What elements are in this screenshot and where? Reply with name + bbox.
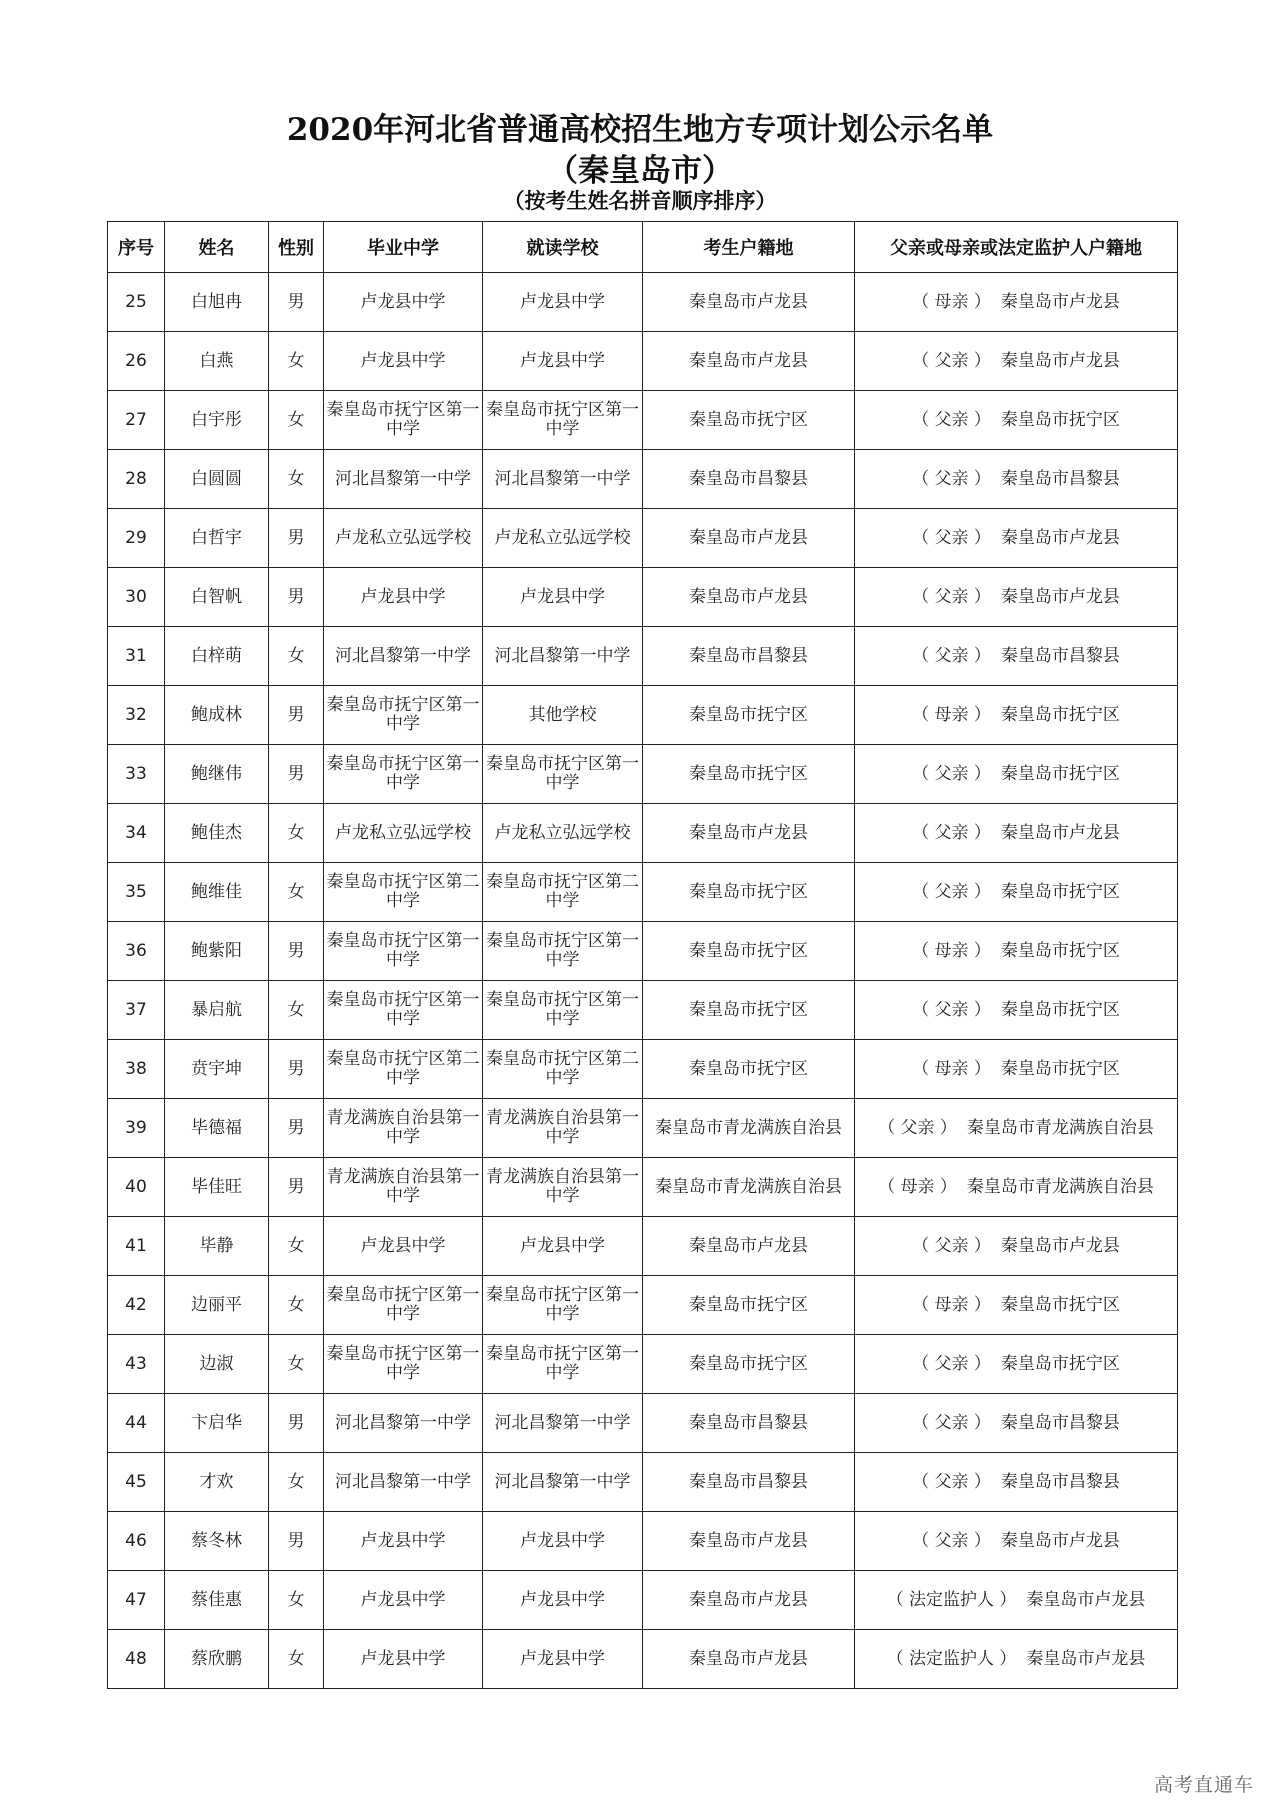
guardian-residence-cell <box>855 332 1178 391</box>
guardian-relation: （ 父亲 ） <box>912 881 991 902</box>
guardian-residence-cell <box>855 922 1178 981</box>
table-row <box>108 1335 1178 1394</box>
graduation-school: 卢龙县中学 <box>324 1217 483 1276</box>
guardian-residence-cell <box>855 568 1178 627</box>
guardian-residence: 秦皇岛市昌黎县 <box>1000 645 1120 666</box>
guardian-residence: 秦皇岛市卢龙县 <box>1026 1648 1146 1669</box>
guardian-residence-cell <box>855 1158 1178 1217</box>
row-number: 40 <box>108 1158 165 1217</box>
guardian-relation: （ 父亲 ） <box>912 1235 991 1256</box>
current-school: 秦皇岛市抚宁区第一中学 <box>483 745 643 804</box>
guardian-residence: 秦皇岛市昌黎县 <box>1000 1412 1120 1433</box>
guardian-residence-cell <box>855 745 1178 804</box>
table-row <box>108 450 1178 509</box>
guardian-residence-cell <box>855 1453 1178 1512</box>
student-name: 白智帆 <box>165 568 269 627</box>
graduation-school: 河北昌黎第一中学 <box>324 627 483 686</box>
guardian-residence-cell <box>855 804 1178 863</box>
row-number: 27 <box>108 391 165 450</box>
student-gender: 男 <box>269 1512 324 1571</box>
graduation-school: 秦皇岛市抚宁区第二中学 <box>324 1040 483 1099</box>
graduation-school: 卢龙县中学 <box>324 568 483 627</box>
student-name: 鲍维佳 <box>165 863 269 922</box>
student-residence: 秦皇岛市昌黎县 <box>643 1394 855 1453</box>
col-header-current-school: 就读学校 <box>483 222 643 273</box>
student-residence: 秦皇岛市卢龙县 <box>643 1571 855 1630</box>
guardian-residence-cell <box>855 981 1178 1040</box>
row-number: 41 <box>108 1217 165 1276</box>
current-school: 河北昌黎第一中学 <box>483 1453 643 1512</box>
graduation-school: 青龙满族自治县第一中学 <box>324 1158 483 1217</box>
table-row <box>108 1276 1178 1335</box>
guardian-relation: （ 母亲 ） <box>878 1176 957 1197</box>
guardian-residence-cell <box>855 627 1178 686</box>
guardian-residence: 秦皇岛市抚宁区 <box>1000 409 1120 430</box>
col-header-number: 序号 <box>108 222 165 273</box>
table-header <box>108 222 1178 273</box>
guardian-residence-cell <box>855 273 1178 332</box>
student-gender: 男 <box>269 1040 324 1099</box>
student-gender: 女 <box>269 1630 324 1689</box>
row-number: 32 <box>108 686 165 745</box>
table-body <box>108 273 1178 1689</box>
graduation-school: 青龙满族自治县第一中学 <box>324 1099 483 1158</box>
current-school: 卢龙县中学 <box>483 332 643 391</box>
guardian-residence-cell <box>855 1394 1178 1453</box>
student-name: 卞启华 <box>165 1394 269 1453</box>
row-number: 28 <box>108 450 165 509</box>
current-school: 秦皇岛市抚宁区第一中学 <box>483 922 643 981</box>
graduation-school: 秦皇岛市抚宁区第二中学 <box>324 863 483 922</box>
table-row <box>108 1158 1178 1217</box>
graduation-school: 秦皇岛市抚宁区第一中学 <box>324 1276 483 1335</box>
current-school: 秦皇岛市抚宁区第二中学 <box>483 1040 643 1099</box>
table-row <box>108 627 1178 686</box>
graduation-school: 卢龙私立弘远学校 <box>324 804 483 863</box>
guardian-residence: 秦皇岛市卢龙县 <box>1000 527 1120 548</box>
current-school: 河北昌黎第一中学 <box>483 450 643 509</box>
student-gender: 女 <box>269 332 324 391</box>
guardian-residence: 秦皇岛市卢龙县 <box>1000 350 1120 371</box>
student-gender: 男 <box>269 1099 324 1158</box>
current-school: 卢龙县中学 <box>483 1217 643 1276</box>
student-name: 白梓萌 <box>165 627 269 686</box>
student-residence: 秦皇岛市青龙满族自治县 <box>643 1158 855 1217</box>
current-school: 卢龙私立弘远学校 <box>483 804 643 863</box>
guardian-relation: （ 父亲 ） <box>912 999 991 1020</box>
col-header-guardian-residence: 父亲或母亲或法定监护人户籍地 <box>855 222 1178 273</box>
graduation-school: 秦皇岛市抚宁区第一中学 <box>324 745 483 804</box>
row-number: 43 <box>108 1335 165 1394</box>
guardian-residence: 秦皇岛市卢龙县 <box>1000 291 1120 312</box>
student-name: 才欢 <box>165 1453 269 1512</box>
guardian-residence: 秦皇岛市卢龙县 <box>1000 1235 1120 1256</box>
student-gender: 男 <box>269 686 324 745</box>
student-gender: 女 <box>269 1453 324 1512</box>
graduation-school: 卢龙私立弘远学校 <box>324 509 483 568</box>
student-gender: 女 <box>269 1276 324 1335</box>
student-gender: 女 <box>269 863 324 922</box>
row-number: 34 <box>108 804 165 863</box>
student-name: 毕德福 <box>165 1099 269 1158</box>
guardian-residence-cell <box>855 1040 1178 1099</box>
document-subtitle: （秦皇岛市） <box>547 153 733 189</box>
row-number: 29 <box>108 509 165 568</box>
table-row <box>108 922 1178 981</box>
row-number: 38 <box>108 1040 165 1099</box>
student-name: 白宇彤 <box>165 391 269 450</box>
student-gender: 男 <box>269 1394 324 1453</box>
guardian-relation: （ 父亲 ） <box>912 1530 991 1551</box>
graduation-school: 卢龙县中学 <box>324 332 483 391</box>
guardian-residence-cell <box>855 686 1178 745</box>
graduation-school: 卢龙县中学 <box>324 273 483 332</box>
guardian-residence: 秦皇岛市昌黎县 <box>1000 1471 1120 1492</box>
guardian-relation: （ 父亲 ） <box>912 1353 991 1374</box>
student-residence: 秦皇岛市抚宁区 <box>643 863 855 922</box>
guardian-residence-cell <box>855 1217 1178 1276</box>
current-school: 秦皇岛市抚宁区第一中学 <box>483 391 643 450</box>
current-school: 卢龙县中学 <box>483 568 643 627</box>
current-school: 河北昌黎第一中学 <box>483 627 643 686</box>
row-number: 48 <box>108 1630 165 1689</box>
student-residence: 秦皇岛市昌黎县 <box>643 1453 855 1512</box>
guardian-relation: （ 父亲 ） <box>912 1412 991 1433</box>
guardian-relation: （ 母亲 ） <box>912 1294 991 1315</box>
current-school: 卢龙县中学 <box>483 1630 643 1689</box>
student-residence: 秦皇岛市抚宁区 <box>643 1040 855 1099</box>
guardian-relation: （ 父亲 ） <box>912 527 991 548</box>
col-header-student-residence: 考生户籍地 <box>643 222 855 273</box>
guardian-residence: 秦皇岛市卢龙县 <box>1000 822 1120 843</box>
graduation-school: 河北昌黎第一中学 <box>324 1394 483 1453</box>
row-number: 42 <box>108 1276 165 1335</box>
guardian-residence-cell <box>855 1571 1178 1630</box>
table-row <box>108 1040 1178 1099</box>
current-school: 秦皇岛市抚宁区第二中学 <box>483 863 643 922</box>
guardian-residence: 秦皇岛市抚宁区 <box>1000 763 1120 784</box>
guardian-residence-cell <box>855 1335 1178 1394</box>
guardian-relation: （ 法定监护人 ） <box>886 1648 1017 1669</box>
student-name: 白圆圆 <box>165 450 269 509</box>
student-gender: 男 <box>269 745 324 804</box>
graduation-school: 秦皇岛市抚宁区第一中学 <box>324 391 483 450</box>
student-residence: 秦皇岛市卢龙县 <box>643 1217 855 1276</box>
student-name: 边淑 <box>165 1335 269 1394</box>
student-residence: 秦皇岛市抚宁区 <box>643 745 855 804</box>
student-gender: 男 <box>269 568 324 627</box>
row-number: 36 <box>108 922 165 981</box>
guardian-relation: （ 母亲 ） <box>912 704 991 725</box>
row-number: 37 <box>108 981 165 1040</box>
guardian-residence: 秦皇岛市卢龙县 <box>1000 1530 1120 1551</box>
guardian-residence: 秦皇岛市抚宁区 <box>1000 940 1120 961</box>
student-gender: 女 <box>269 1217 324 1276</box>
row-number: 39 <box>108 1099 165 1158</box>
guardian-residence: 秦皇岛市抚宁区 <box>1000 999 1120 1020</box>
graduation-school: 秦皇岛市抚宁区第一中学 <box>324 922 483 981</box>
student-name: 毕佳旺 <box>165 1158 269 1217</box>
guardian-residence: 秦皇岛市卢龙县 <box>1000 586 1120 607</box>
student-name: 毕静 <box>165 1217 269 1276</box>
current-school: 卢龙县中学 <box>483 273 643 332</box>
student-gender: 女 <box>269 804 324 863</box>
graduation-school: 卢龙县中学 <box>324 1571 483 1630</box>
table-row <box>108 981 1178 1040</box>
roster-table <box>107 221 1178 1689</box>
student-residence: 秦皇岛市抚宁区 <box>643 1335 855 1394</box>
graduation-school: 卢龙县中学 <box>324 1512 483 1571</box>
table-row <box>108 686 1178 745</box>
guardian-relation: （ 父亲 ） <box>912 586 991 607</box>
guardian-relation: （ 母亲 ） <box>912 940 991 961</box>
guardian-residence-cell <box>855 1512 1178 1571</box>
table-row <box>108 391 1178 450</box>
guardian-residence-cell <box>855 1276 1178 1335</box>
guardian-relation: （ 父亲 ） <box>878 1117 957 1138</box>
row-number: 33 <box>108 745 165 804</box>
table-row <box>108 273 1178 332</box>
student-name: 白燕 <box>165 332 269 391</box>
row-number: 31 <box>108 627 165 686</box>
student-name: 暴启航 <box>165 981 269 1040</box>
row-number: 44 <box>108 1394 165 1453</box>
graduation-school: 秦皇岛市抚宁区第一中学 <box>324 686 483 745</box>
graduation-school: 河北昌黎第一中学 <box>324 450 483 509</box>
student-gender: 男 <box>269 509 324 568</box>
guardian-relation: （ 法定监护人 ） <box>886 1589 1017 1610</box>
student-residence: 秦皇岛市卢龙县 <box>643 509 855 568</box>
graduation-school: 秦皇岛市抚宁区第一中学 <box>324 1335 483 1394</box>
row-number: 47 <box>108 1571 165 1630</box>
guardian-residence: 秦皇岛市卢龙县 <box>1026 1589 1146 1610</box>
student-name: 蔡佳惠 <box>165 1571 269 1630</box>
header-row <box>108 222 1178 273</box>
row-number: 26 <box>108 332 165 391</box>
student-residence: 秦皇岛市抚宁区 <box>643 1276 855 1335</box>
student-residence: 秦皇岛市卢龙县 <box>643 804 855 863</box>
student-residence: 秦皇岛市卢龙县 <box>643 1630 855 1689</box>
table-row <box>108 568 1178 627</box>
row-number: 30 <box>108 568 165 627</box>
student-name: 蔡冬林 <box>165 1512 269 1571</box>
guardian-relation: （ 母亲 ） <box>912 291 991 312</box>
student-name: 贲宇坤 <box>165 1040 269 1099</box>
student-residence: 秦皇岛市昌黎县 <box>643 450 855 509</box>
guardian-relation: （ 母亲 ） <box>912 1058 991 1079</box>
current-school: 卢龙县中学 <box>483 1571 643 1630</box>
current-school: 秦皇岛市抚宁区第一中学 <box>483 1335 643 1394</box>
guardian-relation: （ 父亲 ） <box>912 350 991 371</box>
guardian-relation: （ 父亲 ） <box>912 822 991 843</box>
guardian-relation: （ 父亲 ） <box>912 1471 991 1492</box>
guardian-residence: 秦皇岛市抚宁区 <box>1000 1058 1120 1079</box>
student-name: 鲍成林 <box>165 686 269 745</box>
watermark: 高考直通车 <box>1153 1774 1254 1796</box>
guardian-residence-cell <box>855 863 1178 922</box>
guardian-relation: （ 父亲 ） <box>912 763 991 784</box>
table-row <box>108 804 1178 863</box>
current-school: 青龙满族自治县第一中学 <box>483 1158 643 1217</box>
current-school: 河北昌黎第一中学 <box>483 1394 643 1453</box>
student-residence: 秦皇岛市抚宁区 <box>643 922 855 981</box>
row-number: 35 <box>108 863 165 922</box>
graduation-school: 秦皇岛市抚宁区第一中学 <box>324 981 483 1040</box>
student-gender: 男 <box>269 922 324 981</box>
guardian-residence-cell <box>855 450 1178 509</box>
guardian-relation: （ 父亲 ） <box>912 409 991 430</box>
student-gender: 男 <box>269 273 324 332</box>
student-gender: 女 <box>269 450 324 509</box>
guardian-residence: 秦皇岛市青龙满族自治县 <box>966 1117 1154 1138</box>
table-row <box>108 1453 1178 1512</box>
table-row <box>108 509 1178 568</box>
student-name: 白旭冉 <box>165 273 269 332</box>
student-residence: 秦皇岛市抚宁区 <box>643 981 855 1040</box>
guardian-residence: 秦皇岛市抚宁区 <box>1000 1353 1120 1374</box>
row-number: 46 <box>108 1512 165 1571</box>
col-header-graduation-school: 毕业中学 <box>324 222 483 273</box>
table-row <box>108 1512 1178 1571</box>
guardian-residence: 秦皇岛市抚宁区 <box>1000 1294 1120 1315</box>
table-row <box>108 745 1178 804</box>
table-row <box>108 1217 1178 1276</box>
row-number: 25 <box>108 273 165 332</box>
table-row <box>108 1630 1178 1689</box>
col-header-name: 姓名 <box>165 222 269 273</box>
current-school: 秦皇岛市抚宁区第一中学 <box>483 1276 643 1335</box>
guardian-residence: 秦皇岛市青龙满族自治县 <box>966 1176 1154 1197</box>
student-residence: 秦皇岛市卢龙县 <box>643 332 855 391</box>
student-gender: 女 <box>269 1571 324 1630</box>
table-row <box>108 863 1178 922</box>
guardian-relation: （ 父亲 ） <box>912 645 991 666</box>
guardian-residence-cell <box>855 509 1178 568</box>
guardian-residence-cell <box>855 391 1178 450</box>
guardian-residence: 秦皇岛市抚宁区 <box>1000 704 1120 725</box>
table-row <box>108 332 1178 391</box>
current-school: 青龙满族自治县第一中学 <box>483 1099 643 1158</box>
student-gender: 女 <box>269 391 324 450</box>
current-school: 卢龙私立弘远学校 <box>483 509 643 568</box>
sort-note: （按考生姓名拼音顺序排序） <box>503 188 777 213</box>
student-name: 边丽平 <box>165 1276 269 1335</box>
student-gender: 女 <box>269 981 324 1040</box>
student-gender: 女 <box>269 1335 324 1394</box>
student-residence: 秦皇岛市抚宁区 <box>643 391 855 450</box>
student-residence: 秦皇岛市昌黎县 <box>643 627 855 686</box>
row-number: 45 <box>108 1453 165 1512</box>
student-gender: 女 <box>269 627 324 686</box>
table-row <box>108 1099 1178 1158</box>
student-gender: 男 <box>269 1158 324 1217</box>
student-name: 鲍紫阳 <box>165 922 269 981</box>
student-name: 鲍佳杰 <box>165 804 269 863</box>
student-residence: 秦皇岛市卢龙县 <box>643 273 855 332</box>
current-school: 其他学校 <box>483 686 643 745</box>
table-row <box>108 1571 1178 1630</box>
document-title: 2020年河北省普通高校招生地方专项计划公示名单 <box>286 112 994 148</box>
guardian-residence-cell <box>855 1630 1178 1689</box>
graduation-school: 河北昌黎第一中学 <box>324 1453 483 1512</box>
student-residence: 秦皇岛市青龙满族自治县 <box>643 1099 855 1158</box>
col-header-gender: 性别 <box>269 222 324 273</box>
student-residence: 秦皇岛市卢龙县 <box>643 1512 855 1571</box>
student-name: 蔡欣鹏 <box>165 1630 269 1689</box>
student-name: 鲍继伟 <box>165 745 269 804</box>
current-school: 秦皇岛市抚宁区第一中学 <box>483 981 643 1040</box>
guardian-relation: （ 父亲 ） <box>912 468 991 489</box>
student-residence: 秦皇岛市卢龙县 <box>643 568 855 627</box>
guardian-residence-cell <box>855 1099 1178 1158</box>
table-row <box>108 1394 1178 1453</box>
guardian-residence: 秦皇岛市抚宁区 <box>1000 881 1120 902</box>
student-residence: 秦皇岛市抚宁区 <box>643 686 855 745</box>
guardian-residence: 秦皇岛市昌黎县 <box>1000 468 1120 489</box>
student-name: 白哲宇 <box>165 509 269 568</box>
current-school: 卢龙县中学 <box>483 1512 643 1571</box>
graduation-school: 卢龙县中学 <box>324 1630 483 1689</box>
